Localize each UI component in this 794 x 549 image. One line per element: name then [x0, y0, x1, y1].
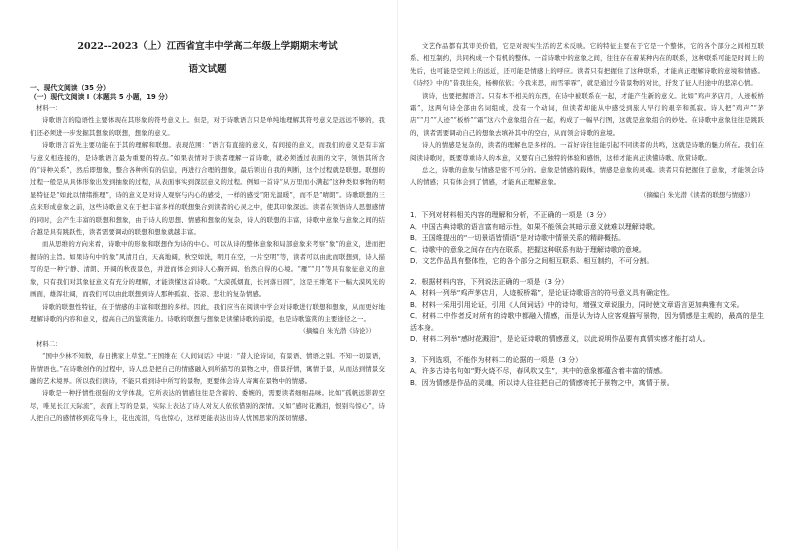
option-b[interactable]: B．因为情感是作品的灵魂，所以诗人往往把自己的情感寄托于景物之中，寓情于景。 [410, 378, 674, 387]
material-one-label: 材料一： [36, 104, 62, 112]
option-b[interactable]: B．王国维提出的“一切景语皆情语”是对诗歌中情景关系的精辟概括。 [410, 234, 626, 243]
right-column [397, 0, 794, 549]
right-paragraph: 读诗，也要把握语言。只有本不相关的东西，在诗中被联系在一起，才能产生新的意义。比如“鸡声茅店月，人迹板桥霜”，这两句诗全部由名词组成，没有一个动词，但读者却能从中感受到旅人早行的艰辛和孤寂。诗人把“鸡声”“茅店”“月”“人迹”“板桥”“霜”这六个意象组合在一起，构成了一幅早行图，这就是意象组合的妙处。在诗歌中意象往往是跳跃的，读者需要调动自己的想象去填补其中的空白，从而领会诗歌的意境。 [410, 91, 764, 137]
option-d[interactable]: D．文艺作品具有整体性，它的各个部分之间相互联系、相互制约，不可分割。 [410, 257, 654, 266]
section-heading: 一、现代文阅读（35 分） [30, 84, 110, 92]
exam-title: 2022--2023（上）江西省宜丰中学高二年级上学期期末考试 [77, 41, 338, 52]
question-2 [410, 277, 764, 346]
material-two-label: 材料二： [36, 339, 62, 348]
right-paragraph: 文艺作品都有其审美价值，它是对现实生活的艺术反映。它的特征主要在于它是一个整体，它的各个部分之间相互联系、相互制约，共同构成一个有机的整体。一首诗歌中的意象之间，往往存在着某种内在的联系，这种联系可能是时间上的先后，也可能是空间上的远近，还可能是情感上的呼应。读者只有把握住了这种联系，才能真正理解诗歌的意境和情感。《诗经》中的“昔我往矣，杨柳依依；今我来思，雨雪霏霏”，就是通过今昔景物的对比，抒发了征人归途中的悲凉心情。 [410, 42, 764, 88]
question-stem: 1．下列对材料相关内容的理解和分析，不正确的一项是（3 分） [410, 211, 611, 220]
material-one-source: （摘编自 朱光潜《诗论》） [299, 327, 375, 336]
section-subheading: （一）现代文阅读 I（本题共 5 小题，19 分） [30, 93, 172, 101]
option-d[interactable]: D．材料二列举“感时花溅泪”，是论证诗歌的情感意义，以此说明作品要有真情实感才能打动人。 [410, 335, 710, 344]
option-c[interactable]: C．诗歌中的意象之间存在内在联系，把握这种联系有助于理解诗歌的意境。 [410, 245, 646, 254]
material-one-paragraph: 诗歌语言首先主要功能在于其的理解和联想。表现范围：“语言有直接的意义，有间接的意义，而我们的意义是有丰富与意义相连接的，是诗歌语言最为重要的特点。”如果表情对于读者理解一首诗歌，就必须透过表面的文字，领悟其所含的“诗种关系”，然后即想象，整合各种所有的信息，再进行合理的想象，最后领出自我的判断，这个过程就是联想。联想的过程一般是从具体形象出发到抽象的过程，从表面事实到深层意义的过程。例如一首诗“从万里而小满起”这种类似事物的明显特征是“如此以情绪推理”，诗的意义是对诗人观察与内心的感受，一样的感受“阳光温暖”，而不是“晴朗”。诗歌联想的三点来形成意象之前，这些诗歌意义在于把丰富多样的联想集合到读者的心灵之中，使其印象深远。读者在领悟诗人思想感情的同时，会产生丰富的联想和想象，由于诗人的思想、情感和想象的复杂，诗人的联想的丰富，诗歌中意象与意象之间的结合越是具有跳跃性，读者需要调动的联想和想象就越丰富。 [30, 141, 385, 237]
right-paragraph: 诗人的情感是复杂的，读者的理解也是多样的。一首好诗往往能引起不同读者的共鸣，这就是诗歌的魅力所在。我们在阅读诗歌时，既要尊重诗人的本意，又要有自己独特的体验和感悟，这样才能真正读懂诗歌、欣赏诗歌。 [410, 141, 764, 162]
material-one-paragraph: 诗歌语言的隐语性主要体现在其形象的符号意义上。但是，对于诗歌语言只是单纯地理解其符号意义是远远不够的，我们还必须进一步发掘其想象的联想，想象的意义。 [30, 116, 385, 137]
material-one-paragraph: 而从思维的方向来看，诗歌中的形象和联想作为诗的中心。可以从诗的整体意象和局部意象来考察“象”的意义，进而把握诗的主旨。如果诗句中的象“风清月白，天高地阔，秋空如洗，明月在空，一片空明”等，读者可以由此而联想到，诗人描写的是一种宁静、清朗、开阔的秋夜景色，并进而体会到诗人心胸开阔、怡然自得的心境。“雁”“月”等具有象征意义的意象，只有我们对其象征意义有充分的理解，才能读懂这首诗歌。“大漠孤烟直，长河落日圆”，这是王维笔下一幅大漠风光的画面，雄浑壮阔，而我们可以由此联想到诗人那种孤寂、苍凉、悲壮的复杂情感。 [30, 240, 385, 299]
material-two-source: （摘编自 朱光潜《读者的联想与情感》） [640, 190, 754, 199]
option-a[interactable]: A．中国古典诗歌的语言富有暗示性，如果不能领会其暗示意义就难以理解诗歌。 [410, 222, 660, 231]
question-stem: 2．根据材料内容，下列说法正确的一项是（3 分） [410, 277, 569, 286]
subject-title: 语文试题 [188, 64, 227, 75]
question-3 [410, 355, 764, 390]
option-b[interactable]: B．材料一采用引用论证，引用《人间词话》中的诗句，增强文章说服力，同时使文章语言更加典雅有文采。 [410, 300, 744, 309]
option-c[interactable]: C．材料二中作者反对所有的诗歌中都融入情感，而是认为诗人应客观描写景物，因为情感是主观的，最高的是生活本身。 [410, 312, 764, 332]
question-stem: 3．下列选项，不能作为材料二的论据的一项是（3 分） [410, 355, 583, 364]
material-one-closing: 诗歌的联想性特征，在于情感的丰富和联想的多样。因此，我们应当在阅读中学会对诗歌进行联想和想象，从而更好地理解诗歌的内容和意义，提高自己的鉴赏能力。诗歌的联想与想象是读懂诗歌的前提，也是诗歌鉴赏的主要途径之一。 [30, 302, 385, 323]
right-paragraph: 总之，诗歌的意象与情感是密不可分的。意象是情感的载体，情感是意象的灵魂。读者只有把握住了意象，才能领会诗人的情感；只有体会到了情感，才能真正理解意象。 [410, 166, 764, 187]
material-two-paragraph: “国中少林不知数，春日携家上草堂。”王国维在《人间词话》中说：“昔人论诗词，有景语、情语之别。不知一切景语，皆情语也。”在诗歌创作的过程中，诗人总是把自己的情感融入到所描写的景物之中，借景抒情，寓情于景，从而达到情景交融的艺术境界。所以我们读诗，不能只看到诗中所写的景物，更要体会诗人寄寓在景物中的情感。 [30, 352, 385, 385]
option-a[interactable]: A．材料一列举“鸡声茅店月，人迹板桥霜”，是论证诗歌语言的符号意义具有确定性。 [410, 289, 675, 298]
option-a[interactable]: A．许多古诗名句如“野火烧不尽，春风吹又生”，其中的意象都蕴含着丰富的情感。 [410, 367, 668, 376]
question-1 [410, 210, 764, 268]
material-two-paragraph: 诗歌是一种抒情性很强的文学体裁，它所表达的情感往往是含蓄的、委婉的，需要读者细细品味。比如“孤帆远影碧空尽，唯见长江天际流”，表面上写的是景，实际上表达了诗人对友人依依惜别的深情。又如“感时花溅泪，恨别鸟惊心”，诗人把自己的感情移到花鸟身上，花也流泪，鸟也惊心，这样更能表达出诗人忧国思家的深切情感。 [30, 389, 385, 423]
